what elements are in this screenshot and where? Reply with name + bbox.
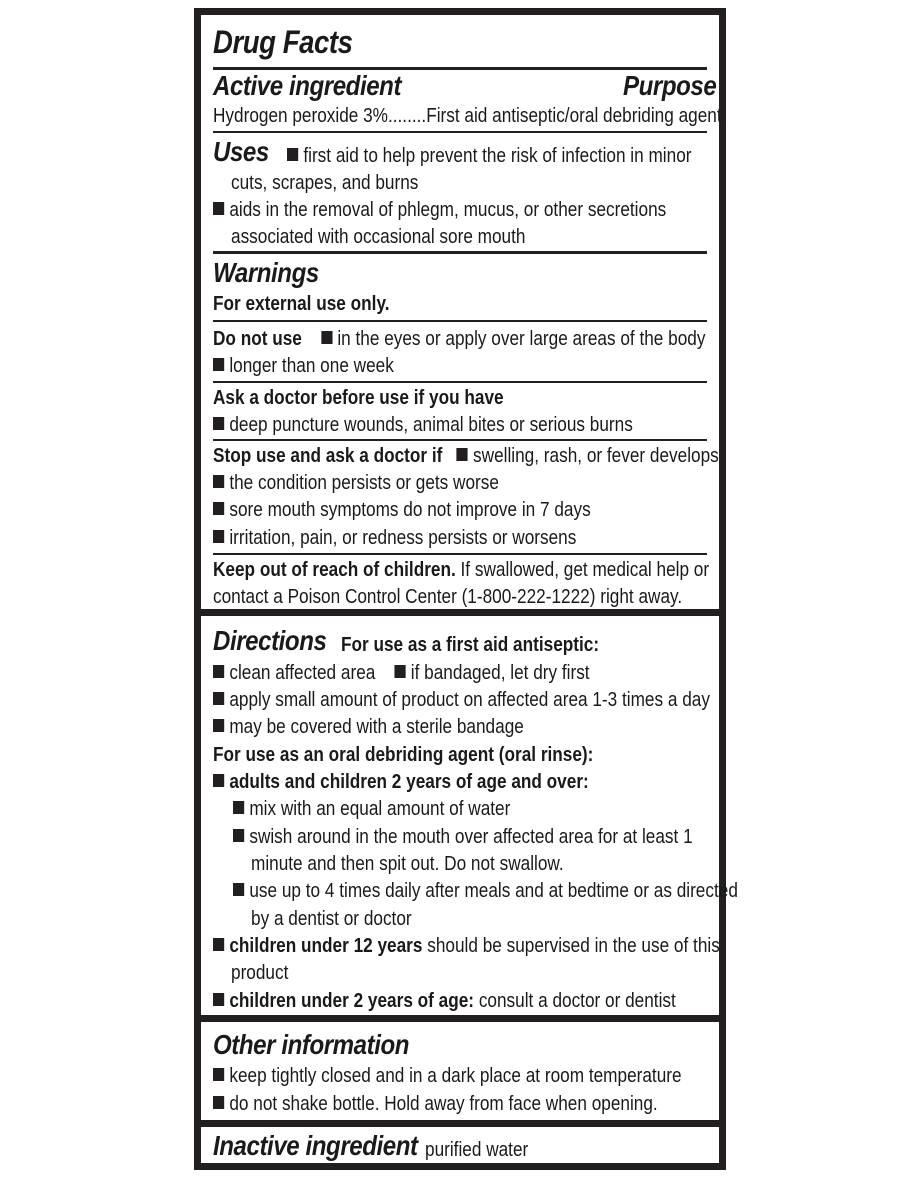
keep-out-line-2: contact a Poison Control Center (1-800-222-1222) right away. (213, 586, 683, 608)
keep-out-label: Keep out of reach of children. (213, 559, 456, 581)
external-rule (213, 320, 707, 322)
bullet-square-icon (213, 502, 224, 515)
other-information-section (201, 1022, 719, 1127)
adults-item-continued: by a dentist or doctor (251, 908, 412, 930)
bullet-square-icon (213, 1096, 224, 1109)
stop-use-item: irritation, pain, or redness persists or worsens (213, 527, 576, 549)
bullet-square-icon (233, 801, 244, 814)
bullet-square-icon (394, 665, 405, 678)
adults-label: adults and children 2 years of age and over: (213, 771, 589, 793)
inactive-ingredient-heading: Inactive ingredient (213, 1130, 418, 1161)
purpose-heading: Purpose (623, 70, 717, 101)
facts-warnings-section (201, 15, 722, 616)
under12-item: children under 12 years should be supervised in the use of this (213, 935, 720, 957)
ask-doctor-rule (213, 439, 707, 441)
bullet-square-icon (213, 475, 224, 488)
stop-use-rule (213, 553, 707, 555)
do-not-use-item: longer than one week (213, 355, 394, 377)
under12-item-continued: product (231, 962, 289, 984)
uses-rule (213, 251, 707, 254)
drug-facts-title: Drug Facts (213, 24, 353, 60)
directions-section (201, 616, 738, 1022)
bullet-square-icon (213, 530, 224, 543)
uses-item: aids in the removal of phlegm, mucus, or other secretions (213, 199, 666, 221)
inactive-ingredient-section (201, 1127, 719, 1163)
do-not-use-line: Do not use in the eyes or apply over large areas of the body (213, 328, 706, 350)
bullet-square-icon (213, 719, 224, 732)
bullet-square-icon (213, 1068, 224, 1081)
adults-item-continued: minute and then spit out. Do not swallow. (251, 853, 564, 875)
active-rule (213, 131, 707, 133)
uses-item-continued: cuts, scrapes, and burns (231, 172, 419, 194)
drug-facts-panel (194, 8, 738, 1170)
uses-heading: Uses (213, 136, 269, 167)
bullet-square-icon (213, 417, 224, 430)
keep-out-line: Keep out of reach of children. If swallowed, get medical help or (213, 559, 710, 581)
external-use-text: For external use only. (213, 293, 390, 315)
adults-item: swish around in the mouth over affected area for at least 1 (233, 826, 693, 848)
bullet-square-icon (213, 358, 224, 371)
bullet-square-icon (321, 331, 332, 344)
bullet-square-icon (213, 692, 224, 705)
ask-doctor-label: Ask a doctor before use if you have (213, 387, 504, 409)
uses-item-continued: associated with occasional sore mouth (231, 226, 526, 248)
stop-use-label: Stop use and ask a doctor if (213, 445, 443, 467)
bullet-square-icon (233, 829, 244, 842)
bullet-square-icon (213, 774, 224, 787)
do-not-use-rule (213, 381, 707, 383)
bullet-square-icon (457, 448, 468, 461)
bullet-square-icon (213, 202, 224, 215)
ask-doctor-item: deep puncture wounds, animal bites or serious burns (213, 414, 633, 436)
antiseptic-item: apply small amount of product on affected area 1-3 times a day (213, 689, 710, 711)
adults-item: mix with an equal amount of water (233, 798, 510, 820)
directions-heading: Directions (213, 625, 327, 656)
bullet-square-icon (213, 665, 224, 678)
other-information-heading: Other information (213, 1029, 410, 1060)
active-ingredient-heading: Active ingredient (213, 70, 402, 101)
adults-item: use up to 4 times daily after meals and at bedtime or as directed (233, 880, 738, 902)
stop-use-item: sore mouth symptoms do not improve in 7 days (213, 499, 591, 521)
oral-label: For use as an oral debriding agent (oral rinse): (213, 744, 594, 766)
bullet-square-icon (233, 883, 244, 896)
stop-use-item: the condition persists or gets worse (213, 472, 499, 494)
uses-item: first aid to help prevent the risk of infection in minor (287, 145, 691, 167)
other-item: keep tightly closed and in a dark place at room temperature (213, 1065, 682, 1087)
antiseptic-item: clean affected area if bandaged, let dry first (213, 662, 590, 684)
do-not-use-label: Do not use (213, 328, 302, 350)
antiseptic-label: For use as a first aid antiseptic: (341, 634, 600, 656)
stop-use-line: Stop use and ask a doctor if swelling, rash, or fever develops (213, 445, 719, 467)
other-item: do not shake bottle. Hold away from face when opening. (213, 1093, 658, 1115)
active-ingredient-line: Hydrogen peroxide 3%........First aid antiseptic/oral debriding agent (213, 105, 722, 127)
inactive-ingredient-text: purified water (425, 1139, 529, 1161)
warnings-heading: Warnings (213, 257, 319, 288)
antiseptic-item: may be covered with a sterile bandage (213, 716, 524, 738)
under2-item: children under 2 years of age: consult a doctor or dentist (213, 990, 676, 1012)
bullet-square-icon (213, 938, 224, 951)
bullet-square-icon (287, 148, 298, 161)
bullet-square-icon (213, 993, 224, 1006)
